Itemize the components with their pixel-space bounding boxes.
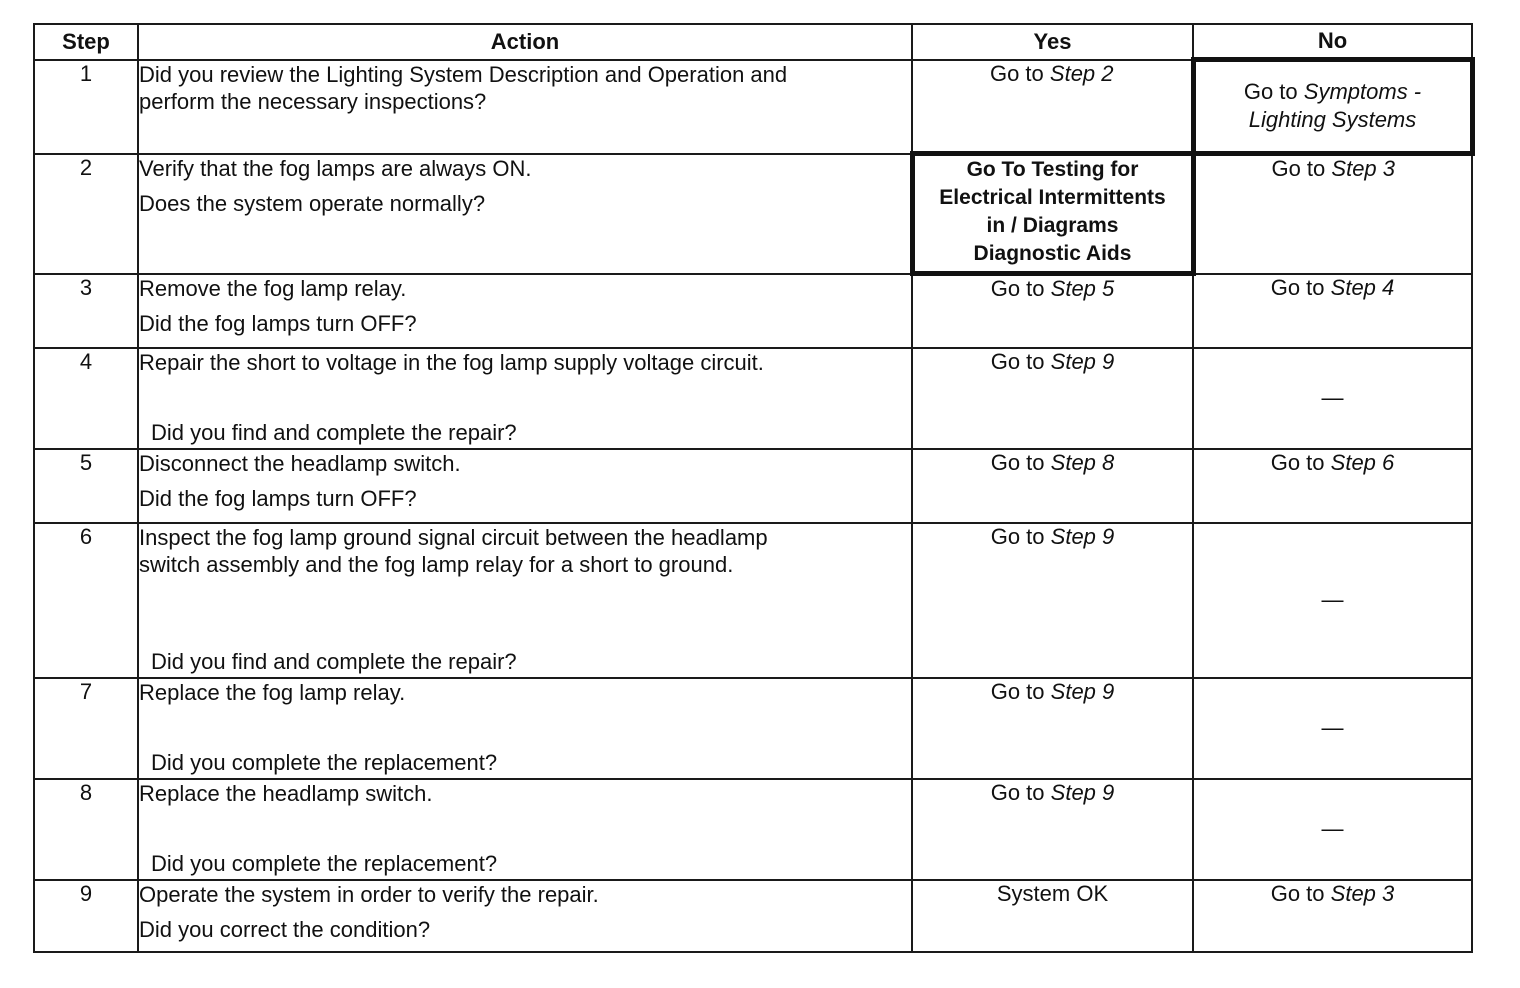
- no-prefix: Go to: [1270, 274, 1325, 300]
- no-dash: —: [1321, 385, 1344, 410]
- action-question: Did you complete the replacement?: [151, 850, 498, 876]
- yes-text[interactable]: Diagnostic Aids: [973, 242, 1132, 265]
- table-row: [34, 449, 1472, 523]
- step-number: 1: [34, 60, 138, 154]
- action-cell: [138, 60, 912, 154]
- step-number: 2: [34, 154, 138, 274]
- yes-result: System OK: [996, 880, 1109, 906]
- no-prefix: Go to: [1270, 880, 1325, 906]
- yes-step-link[interactable]: Step 9: [1050, 779, 1115, 805]
- action-cell: [138, 348, 912, 449]
- yes-text[interactable]: in / Diagrams: [986, 214, 1119, 237]
- action-cell: [138, 880, 912, 952]
- no-step-link[interactable]: Step 3: [1331, 156, 1396, 181]
- step-number: 8: [34, 779, 138, 880]
- yes-prefix: Go to: [990, 449, 1045, 475]
- no-cell: [1193, 678, 1472, 779]
- yes-text[interactable]: Go To Testing for: [966, 158, 1139, 181]
- action-question: Did you complete the replacement?: [151, 749, 498, 775]
- step-number: 5: [34, 449, 138, 523]
- yes-cell: [912, 449, 1193, 523]
- yes-prefix: Go to: [990, 779, 1045, 805]
- yes-text[interactable]: Electrical Intermittents: [939, 186, 1166, 209]
- no-ref-link[interactable]: Symptoms -: [1303, 79, 1422, 104]
- header-yes: Yes: [912, 24, 1193, 60]
- action-text: Did the fog lamps turn OFF?: [139, 310, 417, 336]
- yes-cell: [912, 348, 1193, 449]
- header-action: Action: [138, 24, 912, 60]
- no-prefix: Go to: [1270, 449, 1325, 475]
- no-dash: —: [1321, 715, 1344, 740]
- step-number: 4: [34, 348, 138, 449]
- header-step: Step: [34, 24, 138, 60]
- yes-step-link[interactable]: Step 8: [1050, 449, 1115, 475]
- no-step-link[interactable]: Step 6: [1330, 449, 1395, 475]
- yes-prefix: Go to: [989, 60, 1044, 86]
- no-ref-link[interactable]: Lighting Systems: [1248, 107, 1417, 132]
- yes-prefix: Go to: [990, 348, 1045, 374]
- action-text: perform the necessary inspections?: [139, 88, 487, 114]
- yes-step-link[interactable]: Step 5: [1050, 276, 1115, 301]
- step-number: 9: [34, 880, 138, 952]
- yes-prefix: Go to: [990, 523, 1045, 549]
- action-text: Inspect the fog lamp ground signal circuit between the headlamp: [139, 524, 768, 550]
- no-dash: —: [1321, 587, 1344, 612]
- no-cell-highlighted: [1193, 60, 1472, 154]
- action-text: Replace the headlamp switch.: [139, 780, 433, 806]
- yes-cell: [912, 274, 1193, 348]
- action-text: Disconnect the headlamp switch.: [139, 450, 461, 476]
- yes-step-link[interactable]: Step 9: [1050, 678, 1115, 704]
- yes-step-link[interactable]: Step 9: [1050, 348, 1115, 374]
- action-text: Remove the fog lamp relay.: [139, 275, 407, 301]
- yes-cell-highlighted: [912, 154, 1193, 274]
- header-no: No: [1193, 24, 1472, 60]
- yes-cell: [912, 779, 1193, 880]
- no-cell: [1193, 348, 1472, 449]
- no-step-link[interactable]: Step 3: [1330, 880, 1395, 906]
- step-number: 3: [34, 274, 138, 348]
- yes-step-link[interactable]: Step 2: [1049, 60, 1114, 86]
- action-text: Operate the system in order to verify the repair.: [139, 881, 599, 907]
- action-text: Did the fog lamps turn OFF?: [139, 485, 417, 511]
- table-row: [34, 60, 1472, 154]
- no-prefix: Go to: [1243, 79, 1298, 104]
- yes-prefix: Go to: [990, 276, 1045, 301]
- action-cell: [138, 779, 912, 880]
- table-row: [34, 154, 1472, 274]
- action-text: Did you correct the condition?: [139, 916, 431, 942]
- action-question: Did you find and complete the repair?: [151, 648, 517, 674]
- no-cell: [1193, 779, 1472, 880]
- yes-cell: [912, 678, 1193, 779]
- table-row: [34, 274, 1472, 348]
- table-row: [34, 523, 1472, 678]
- header-row: [34, 24, 1472, 60]
- no-cell: [1193, 449, 1472, 523]
- step-number: 6: [34, 523, 138, 678]
- table-row: [34, 779, 1472, 880]
- action-cell: [138, 154, 912, 274]
- no-cell: [1193, 880, 1472, 952]
- action-text: Does the system operate normally?: [139, 190, 486, 216]
- yes-step-link[interactable]: Step 9: [1050, 523, 1115, 549]
- table-row: [34, 348, 1472, 449]
- action-text: Verify that the fog lamps are always ON.: [139, 155, 532, 181]
- action-text: Did you review the Lighting System Description and Operation and: [139, 61, 788, 87]
- action-cell: [138, 523, 912, 678]
- action-text: switch assembly and the fog lamp relay for a short to ground.: [139, 551, 734, 577]
- no-cell: [1193, 154, 1472, 274]
- no-cell: [1193, 274, 1472, 348]
- table-row: [34, 880, 1472, 952]
- diagnostic-table: [33, 23, 1475, 953]
- yes-cell: [912, 523, 1193, 678]
- yes-cell: [912, 880, 1193, 952]
- no-cell: [1193, 523, 1472, 678]
- table-row: [34, 678, 1472, 779]
- action-cell: [138, 678, 912, 779]
- yes-cell: [912, 60, 1193, 154]
- yes-prefix: Go to: [990, 678, 1045, 704]
- step-number: 7: [34, 678, 138, 779]
- action-question: Did you find and complete the repair?: [151, 419, 517, 445]
- action-text: Replace the fog lamp relay.: [139, 679, 406, 705]
- no-dash: —: [1321, 816, 1344, 841]
- no-prefix: Go to: [1271, 156, 1326, 181]
- action-text: Repair the short to voltage in the fog lamp supply voltage circuit.: [139, 349, 764, 375]
- action-cell: [138, 449, 912, 523]
- action-cell: [138, 274, 912, 348]
- no-step-link[interactable]: Step 4: [1330, 274, 1395, 300]
